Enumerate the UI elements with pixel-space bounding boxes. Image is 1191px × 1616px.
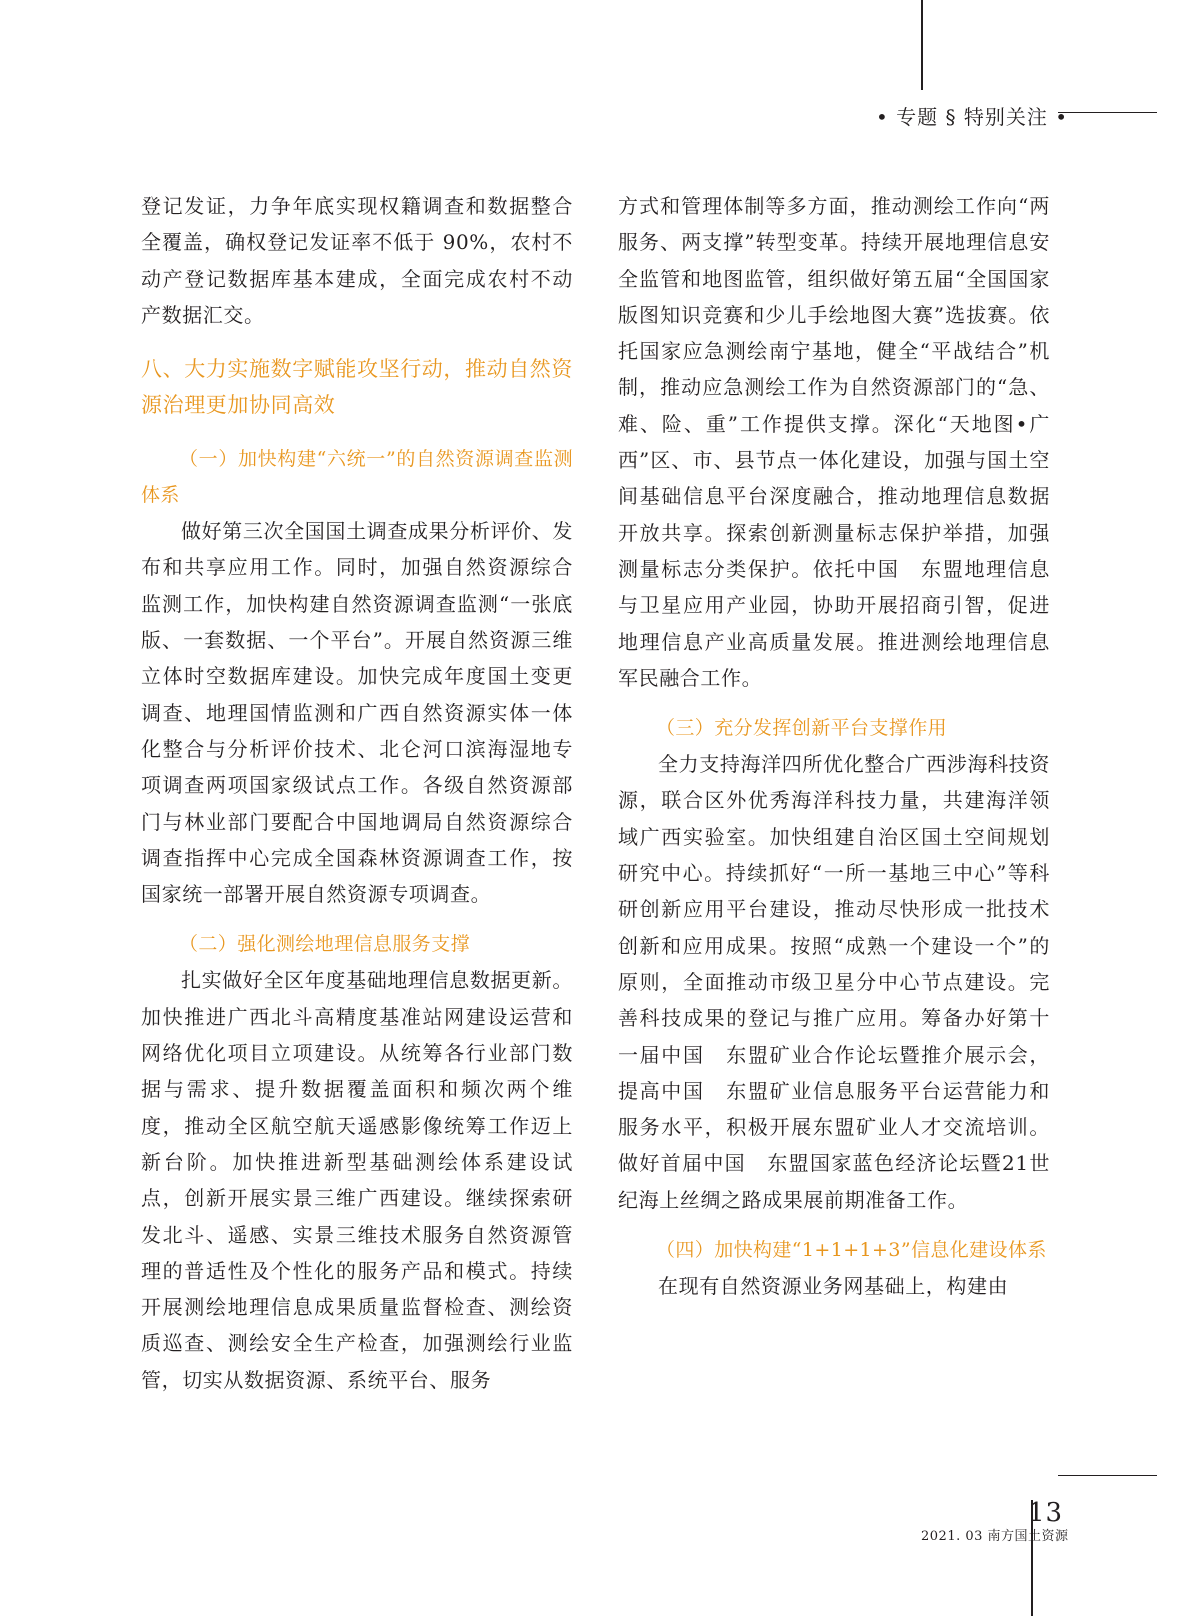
section-heading: 八、大力实施数字赋能攻坚行动，推动自然资源治理更加协同高效 bbox=[141, 357, 573, 418]
subsection-heading: （二）强化测绘地理信息服务支撑 bbox=[179, 933, 471, 956]
paragraph: 在现有自然资源业务网基础上，构建由 bbox=[658, 1274, 1009, 1299]
subsection-heading: （三）充分发挥创新平台支撑作用 bbox=[656, 717, 948, 740]
paragraph: 做好第三次全国国土调查成果分析评价、发布和共享应用工作。同时，加强自然资源综合监测工作，加快构建自然资源调查监测“一张底版、一套数据、一个平台”。开展自然资源三维立体时空数据库建设。加快完成年度国土变更调查、地理国情监测和广西自然资源实体一体化整合与分析评价技术、北仑河口滨海湿地专项调查两项国家级试点工作。各级自然资源部门与林业部门要配合中国地调局自然资源综合调查指挥中心完成全国森林资源调查工作，按国家统一部署开展自然资源专项调查。 bbox=[141, 519, 573, 907]
paragraph: 登记发证，力争年底实现权籍调查和数据整合全覆盖，确权登记发证率不低于 90%，农村不动产登记数据库基本建成，全面完成农村不动产数据汇交。 bbox=[141, 194, 573, 327]
paragraph: 扎实做好全区年度基础地理信息数据更新。加快推进广西北斗高精度基准站网建设运营和网络优化项目立项建设。从统筹各行业部门数据与需求、提升数据覆盖面积和频次两个维度，推动全区航空航天遥感影像统筹工作迈上新台阶。加快推进新型基础测绘体系建设试点，创新开展实景三维广西建设。继续探索研发北斗、遥感、实景三维技术服务自然资源管理的普适性及个性化的服务产品和模式。持续开展测绘地理信息成果质量监督检查、测绘资质巡查、测绘安全生产检查，加强测绘行业监管，切实从数据资源、系统平台、服务 bbox=[141, 968, 573, 1392]
section-header: • 专题 § 特别关注 • bbox=[876, 105, 1069, 129]
page-number: 13 bbox=[1028, 1498, 1064, 1528]
paragraph: 全力支持海洋四所优化整合广西涉海科技资源，联合区外优秀海洋科技力量，共建海洋领域广西实验室。加快组建自治区国土空间规划研究中心。持续抓好“一所一基地三中心”等科研创新应用平台建设，推动尽快形成一批技术创新和应用成果。按照“成熟一个建设一个”的原则，全面推动市级卫星分中心节点建设。完善科技成果的登记与推广应用。筹备办好第十一届中国 东盟矿业合作论坛暨推介展示会，提高中国 东盟矿业信息服务平台运营能力和服务水平，积极开展东盟矿业人才交流培训。做好首届中国 东盟国家蓝色经济论坛暨21世纪海上丝绸之路成果展前期准备工作。 bbox=[618, 752, 1050, 1212]
left-column bbox=[141, 188, 573, 1398]
subsection-heading: （一）加快构建“六统一”的自然资源调查监测体系 bbox=[141, 448, 573, 507]
footer-rule bbox=[1058, 1475, 1157, 1476]
subsection-heading: （四）加快构建“1+1+1+3”信息化建设体系 bbox=[656, 1239, 1047, 1262]
right-column bbox=[618, 188, 1050, 1304]
header-rule bbox=[1058, 112, 1157, 113]
issue-label: 2021. 03 南方国土资源 bbox=[921, 1529, 1069, 1544]
paragraph: 方式和管理体制等多方面，推动测绘工作向“两服务、两支撑”转型变革。持续开展地理信息安全监管和地图监管，组织做好第五届“全国国家版图知识竞赛和少儿手绘地图大赛”选拔赛。依托国家应急测绘南宁基地，健全“平战结合”机制，推动应急测绘工作为自然资源部门的“急、难、险、重”工作提供支撑。深化“天地图•广西”区、市、县节点一体化建设，加强与国土空间基础信息平台深度融合，推动地理信息数据开放共享。探索创新测量标志保护举措，加强测量标志分类保护。依托中国 东盟地理信息与卫星应用产业园，协助开展招商引智，促进地理信息产业高质量发展。推进测绘地理信息军民融合工作。 bbox=[618, 194, 1050, 690]
top-vertical-rule bbox=[921, 0, 923, 90]
